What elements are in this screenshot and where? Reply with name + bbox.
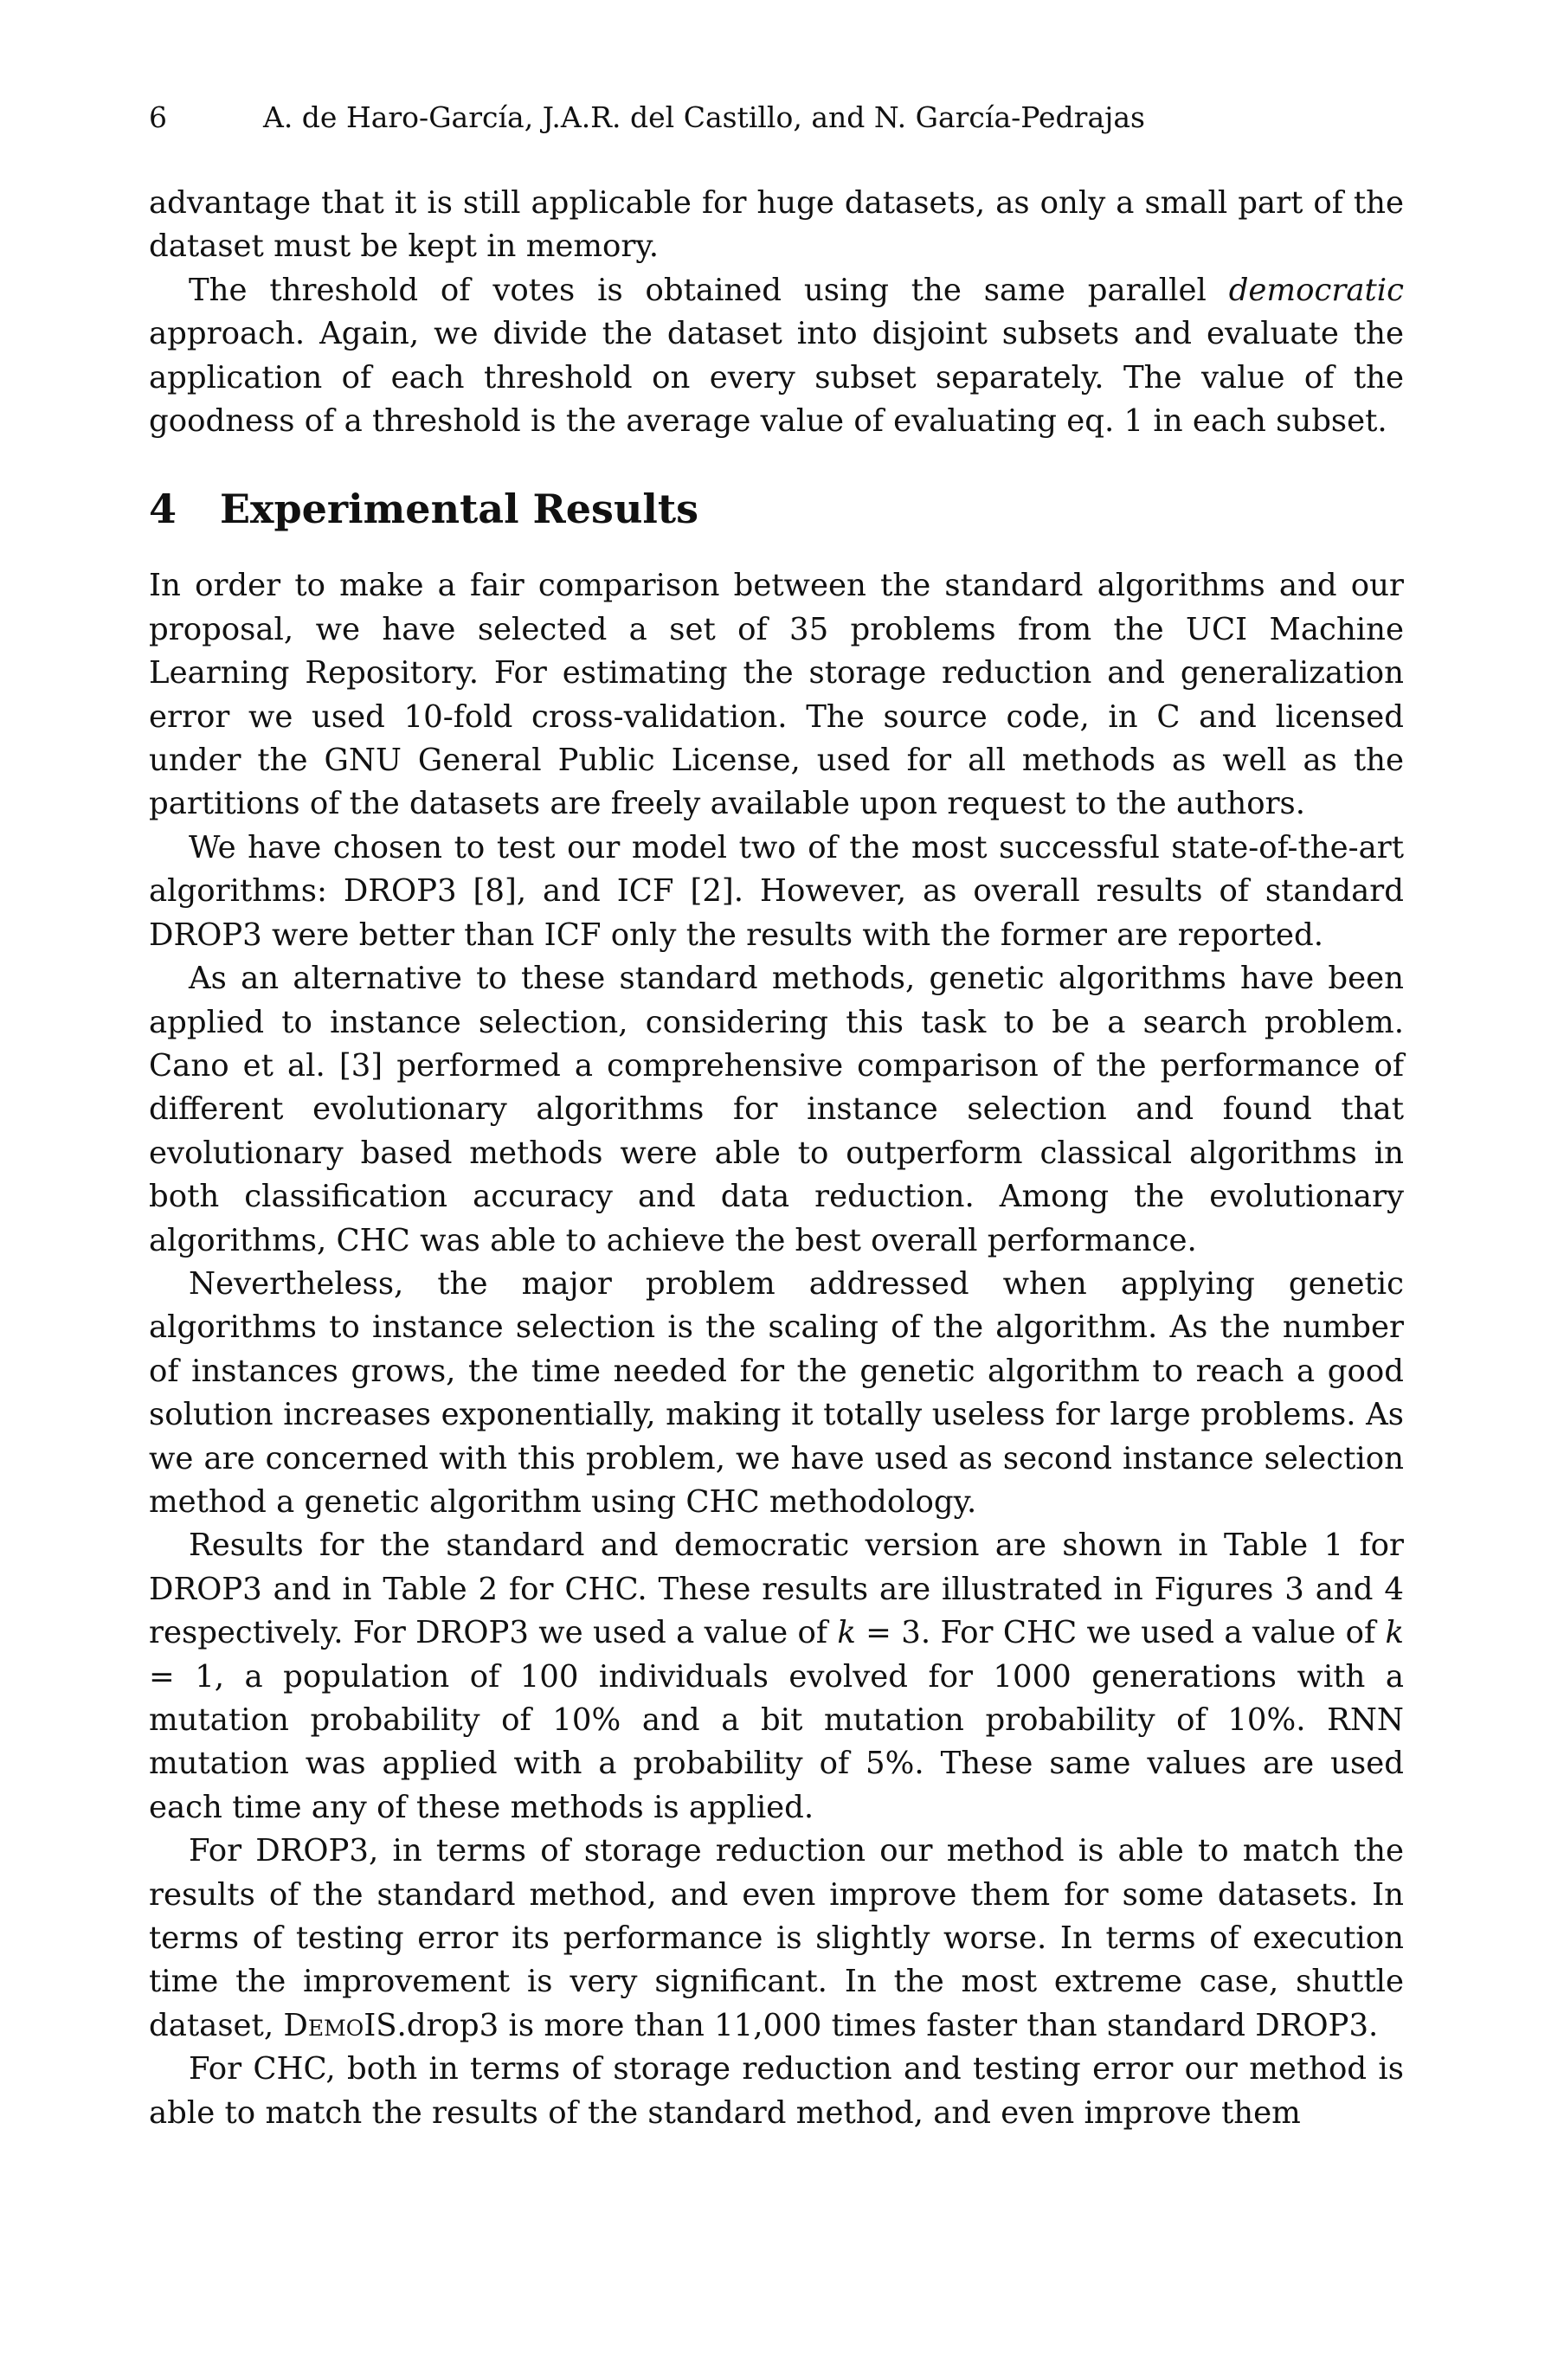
- paragraph: The threshold of votes is obtained using the same parallel democratic approach. Again, we divide the dataset into disjoint subsets and evaluate the application of each threshold on every subset separately. The value of the goodness of a threshold is the average value of evaluating eq. 1 in each subset.: [149, 272, 1404, 440]
- body-text: [149, 182, 1404, 2135]
- author-line: A. de Haro-García, J.A.R. del Castillo, and N. García-Pedrajas: [263, 100, 1145, 134]
- paragraph: For CHC, both in terms of storage reduction and testing error our method is able to match the results of the standard method, and even improve them: [149, 2051, 1404, 2131]
- paragraph: advantage that it is still applicable for huge datasets, as only a small part of the dataset must be kept in memory.: [149, 185, 1404, 265]
- section-heading: [149, 483, 1404, 535]
- paragraph: Nevertheless, the major problem addressed when applying genetic algorithms to instance selection is the scaling of the algorithm. As the number of instances grows, the time needed for the genetic algorithm to reach a good solution increases exponentially, making it totally useless for large problems. As we are concerned with this problem, we have used as second instance selection method a genetic algorithm using CHC methodology.: [149, 1265, 1404, 1520]
- emphasis: democratic: [1228, 272, 1404, 308]
- math-variable: k: [837, 1615, 856, 1651]
- paragraph: Results for the standard and democratic version are shown in Table 1 for DROP3 and in Table 2 for CHC. These results are illustrated in Figures 3 and 4 respectively. For DROP3 we used a value of k = 3. For CHC we used a value of k = 1, a population of 100 individuals evolved for 1000 generations with a mutation probability of 10% and a bit mutation probability of 10%. RNN mutation was applied with a probability of 5%. These same values are used each time any of these methods is applied.: [149, 1528, 1404, 1825]
- paragraph: For DROP3, in terms of storage reduction our method is able to match the results of the standard method, and even improve them for some datasets. In terms of testing error its performance is slightly worse. In terms of execution time the improvement is very significant. In the most extreme case, shuttle dataset, DemoIS.drop3 is more than 11,000 times faster than standard DROP3.: [149, 1833, 1404, 2043]
- math-variable: k: [1385, 1615, 1404, 1651]
- paragraph: We have chosen to test our model two of the most successful state-of-the-art algorithms: DROP3 [8], and ICF [2]. However, as overall results of standard DROP3 were better than ICF only the results with the former are reported.: [149, 829, 1404, 953]
- paragraph: As an alternative to these standard methods, genetic algorithms have been applied to instance selection, considering this task to be a search problem. Cano et al. [3] performed a comprehensive comparison of the performance of different evolutionary algorithms for instance selection and found that evolutionary based methods were able to outperform classical algorithms in both classification accuracy and data reduction. Among the evolutionary algorithms, CHC was able to achieve the best overall performance.: [149, 961, 1404, 1258]
- page-number: 6: [149, 100, 167, 134]
- paragraph: In order to make a fair comparison between the standard algorithms and our proposal, we have selected a set of 35 problems from the UCI Machine Learning Repository. For estimating the storage reduction and generalization error we used 10-fold cross-validation. The source code, in C and licensed under the GNU General Public License, used for all methods as well as the partitions of the datasets are freely available upon request to the authors.: [149, 568, 1404, 822]
- section-title: Experimental Results: [220, 486, 699, 533]
- method-name: DemoIS: [283, 2007, 397, 2043]
- running-header: [149, 93, 1404, 142]
- section-number: 4: [149, 486, 177, 533]
